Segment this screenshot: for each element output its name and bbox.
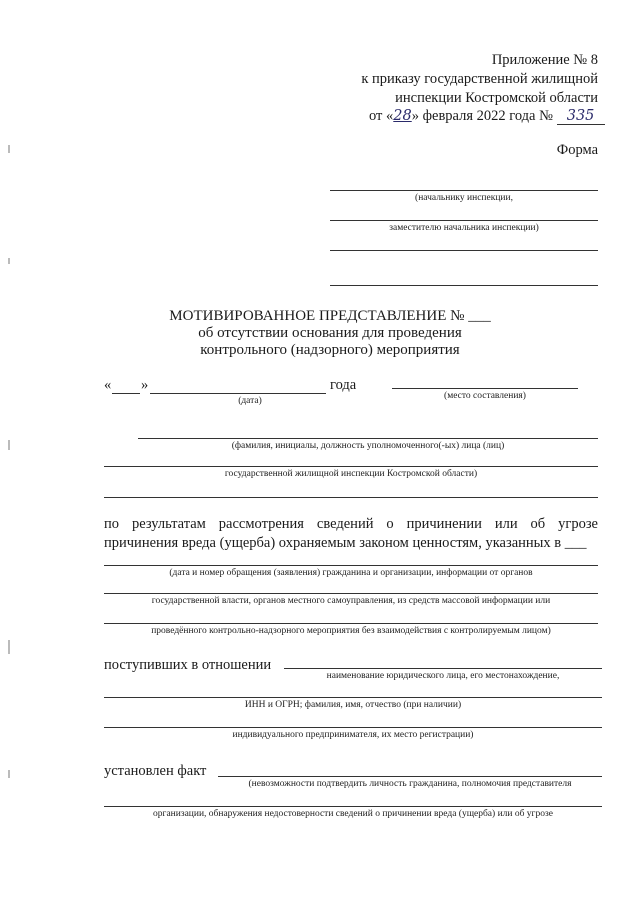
- official-caption-2: государственной жилищной инспекции Костромской области): [224, 469, 478, 479]
- addressee-caption-1: (начальнику инспекции,: [415, 193, 513, 203]
- year-label: года: [330, 377, 357, 393]
- document-title: МОТИВИРОВАННОЕ ПРЕДСТАВЛЕНИЕ № ___: [169, 308, 491, 324]
- scan-artifact: [8, 640, 10, 654]
- date-close-quote: »: [141, 377, 149, 393]
- date-mid: » февраля 2022 года №: [411, 108, 553, 124]
- scan-artifact: [8, 440, 10, 450]
- official-caption-1: (фамилия, инициалы, должность уполномоченного(-ых) лица (лиц): [231, 441, 505, 451]
- header-line-1: к приказу государственной жилищной: [361, 71, 598, 87]
- subject-line-3: [104, 727, 602, 728]
- header-line-2: инспекции Костромской области: [395, 90, 598, 106]
- subject-caption-2: ИНН и ОГРН; фамилия, имя, отчество (при наличии): [244, 700, 462, 710]
- source-caption-3: проведённого контрольно-надзорного мероприятия без взаимодействия с контролируемым лицом): [151, 626, 551, 636]
- scan-artifact: [8, 145, 10, 153]
- date-day-handwritten: 28: [393, 108, 412, 124]
- document-subtitle-1: об отсутствии основания для проведения: [198, 325, 462, 341]
- scan-artifact: [8, 770, 10, 778]
- order-number-handwritten: 335: [557, 108, 605, 125]
- form-label: Форма: [556, 142, 598, 158]
- subject-label: поступивших в отношении: [104, 657, 272, 673]
- source-line-2: [104, 593, 598, 594]
- official-line-2: [104, 466, 598, 467]
- addressee-line-4: [330, 285, 598, 286]
- fact-label: установлен факт: [104, 763, 207, 779]
- fact-caption-1: (невозможности подтвердить личность гражданина, полномочия представителя: [248, 779, 572, 789]
- place-blank: [392, 388, 578, 389]
- appendix-label: Приложение № 8: [491, 52, 598, 68]
- fact-line-1: [218, 776, 602, 777]
- addressee-line-2: [330, 220, 598, 221]
- subject-caption-3: индивидуального предпринимателя, их место регистрации): [232, 730, 474, 740]
- date-day-blank: [112, 393, 140, 394]
- subject-line-1: [284, 668, 602, 669]
- body-paragraph-line-1: по результатам рассмотрения сведений о причинении или об угрозе: [104, 516, 598, 532]
- addressee-caption-2: заместителю начальника инспекции): [389, 223, 539, 233]
- source-caption-1: (дата и номер обращения (заявления) гражданина и организации, информации от органов: [169, 568, 533, 578]
- subject-line-2: [104, 697, 602, 698]
- place-caption: (место составления): [444, 391, 526, 401]
- date-caption: (дата): [238, 396, 262, 406]
- fact-line-2: [104, 806, 602, 807]
- date-open-quote: «: [104, 377, 112, 393]
- addressee-line-1: [330, 190, 598, 191]
- official-line-1: [138, 438, 598, 439]
- date-month-blank: [150, 393, 326, 394]
- subject-caption-1: наименование юридического лица, его местонахождение,: [326, 671, 560, 681]
- fact-caption-2: организации, обнаружения недостоверности сведений о причинении вреда (ущерба) или об угрозе: [153, 809, 553, 819]
- official-line-3: [104, 497, 598, 498]
- source-line-1: [104, 565, 598, 566]
- source-line-3: [104, 623, 598, 624]
- order-date-line: [369, 108, 605, 125]
- date-prefix: от «: [369, 108, 394, 124]
- document-subtitle-2: контрольного (надзорного) мероприятия: [200, 342, 460, 358]
- body-paragraph-line-2: причинения вреда (ущерба) охраняемым законом ценностям, указанных в ___: [104, 535, 587, 551]
- addressee-line-3: [330, 250, 598, 251]
- scan-artifact: [8, 258, 10, 264]
- source-caption-2: государственной власти, органов местного самоуправления, из средств массовой информации или: [151, 596, 551, 606]
